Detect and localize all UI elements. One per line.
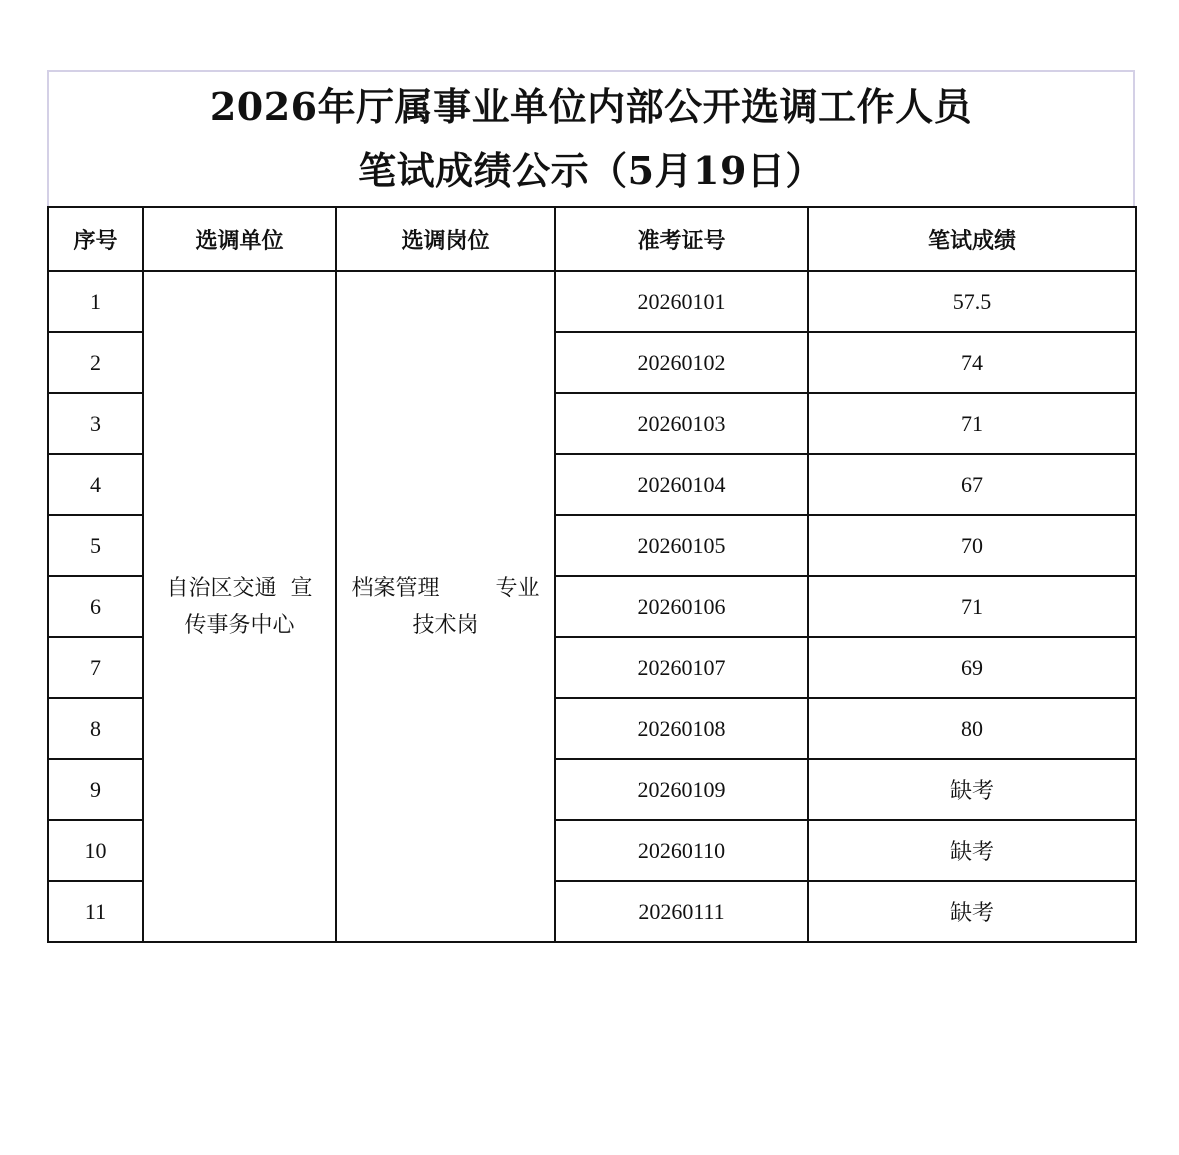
header-seq: 序号: [48, 207, 143, 271]
cell-seq: 3: [48, 393, 143, 454]
cell-exam-id: 20260111: [555, 881, 808, 942]
cell-exam-id: 20260101: [555, 271, 808, 332]
cell-score: 74: [808, 332, 1136, 393]
cell-seq: 5: [48, 515, 143, 576]
table-row: [48, 271, 1136, 332]
cell-score: 69: [808, 637, 1136, 698]
cell-exam-id: 20260109: [555, 759, 808, 820]
cell-seq: 6: [48, 576, 143, 637]
cell-score: 57.5: [808, 271, 1136, 332]
cell-exam-id: 20260102: [555, 332, 808, 393]
cell-score: 71: [808, 576, 1136, 637]
cell-exam-id: 20260105: [555, 515, 808, 576]
position-line-2: 技术岗: [412, 612, 479, 638]
cell-score: 缺考: [808, 881, 1136, 942]
page-subtitle: 笔试成绩公示（5月19日）: [358, 148, 824, 193]
header-exam-id: 准考证号: [555, 207, 808, 271]
cell-score: 67: [808, 454, 1136, 515]
cell-score: 缺考: [808, 759, 1136, 820]
score-table: [47, 206, 1137, 943]
cell-exam-id: 20260103: [555, 393, 808, 454]
cell-seq: 2: [48, 332, 143, 393]
table-header-row: [48, 207, 1136, 271]
cell-exam-id: 20260106: [555, 576, 808, 637]
cell-score: 70: [808, 515, 1136, 576]
header-score: 笔试成绩: [808, 207, 1136, 271]
cell-score: 71: [808, 393, 1136, 454]
cell-score: 80: [808, 698, 1136, 759]
cell-seq: 1: [48, 271, 143, 332]
cell-unit: [143, 271, 336, 942]
unit-line-2: 传事务中心: [184, 612, 295, 638]
cell-score: 缺考: [808, 820, 1136, 881]
cell-exam-id: 20260104: [555, 454, 808, 515]
header-unit: 选调单位: [143, 207, 336, 271]
cell-seq: 9: [48, 759, 143, 820]
header-position: 选调岗位: [336, 207, 555, 271]
cell-seq: 11: [48, 881, 143, 942]
cell-seq: 4: [48, 454, 143, 515]
unit-line-1: 自治区交通 宣: [166, 575, 313, 601]
score-announcement: [47, 70, 1135, 943]
cell-seq: 8: [48, 698, 143, 759]
cell-exam-id: 20260107: [555, 637, 808, 698]
position-line-1: 档案管理 专业: [351, 575, 540, 601]
cell-seq: 10: [48, 820, 143, 881]
page-title: 2026年厅属事业单位内部公开选调工作人员: [209, 84, 973, 129]
cell-exam-id: 20260110: [555, 820, 808, 881]
title-block: [47, 70, 1135, 206]
cell-exam-id: 20260108: [555, 698, 808, 759]
cell-position: [336, 271, 555, 942]
cell-seq: 7: [48, 637, 143, 698]
